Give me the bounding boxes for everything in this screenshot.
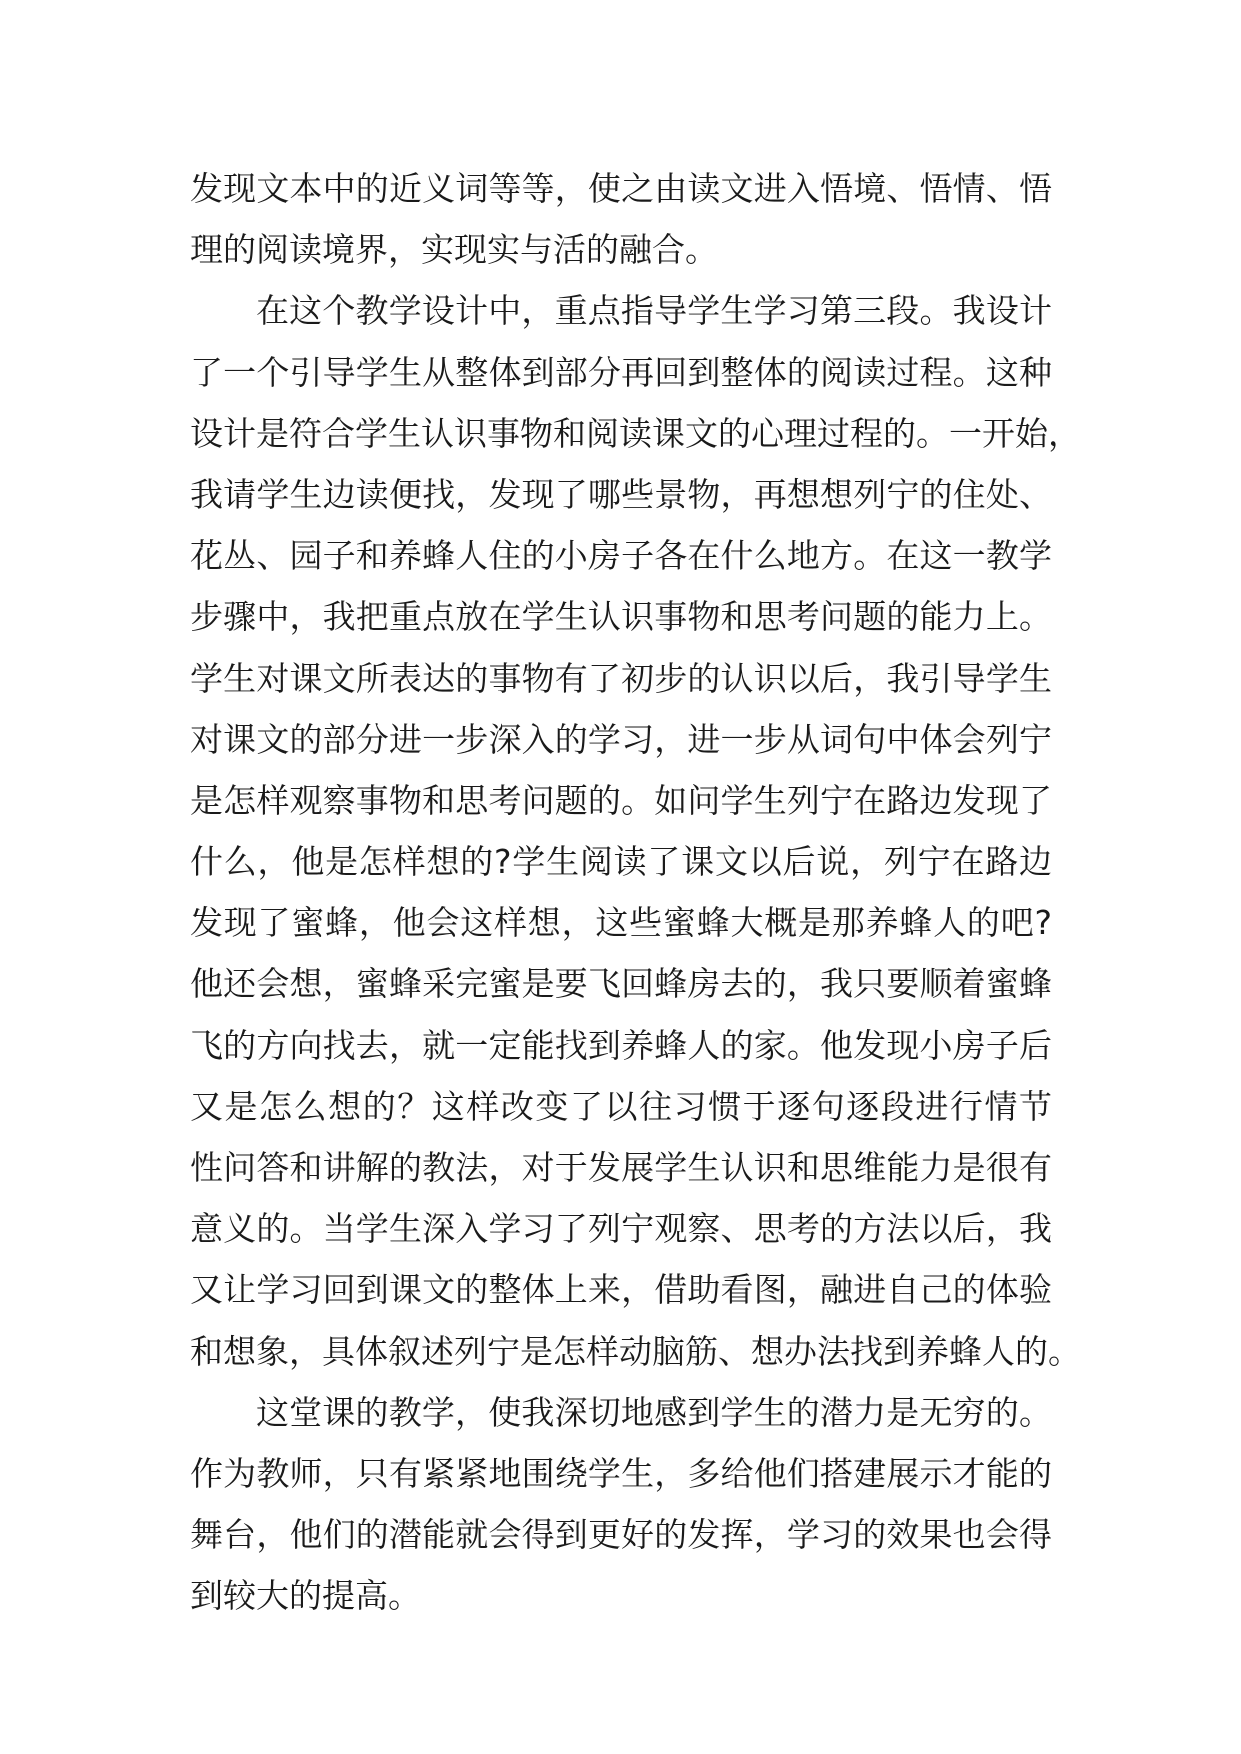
text-line: 理的阅读境界，实现实与活的融合。 [190, 230, 718, 270]
text-line: 对课文的部分进一步深入的学习，进一步从词句中体会列宁 [190, 719, 1052, 759]
paragraph-3 [190, 1382, 1052, 1627]
text-line: 和想象，具体叙述列宁是怎样动脑筋、想办法找到养蜂人的。 [190, 1331, 1081, 1371]
text-line: 设计是符合学生认识事物和阅读课文的心理过程的。一开始， [190, 413, 1081, 453]
text-line: 在这个教学设计中，重点指导学生学习第三段。我设计 [256, 291, 1052, 331]
text-line: 花丛、园子和养蜂人住的小房子各在什么地方。在这一教学 [190, 536, 1052, 576]
text-line: 舞台，他们的潜能就会得到更好的发挥，学习的效果也会得 [190, 1515, 1052, 1555]
text-line: 到较大的提高。 [190, 1576, 421, 1616]
text-line: 什么，他是怎样想的?学生阅读了课文以后说，列宁在路边 [190, 842, 1052, 882]
text-line: 作为教师，只有紧紧地围绕学生，多给他们搭建展示才能的 [190, 1453, 1052, 1493]
paragraph-1 [190, 158, 1052, 280]
document-body [190, 158, 1081, 1627]
text-line: 又让学习回到课文的整体上来，借助看图，融进自己的体验 [190, 1270, 1052, 1310]
text-line: 步骤中，我把重点放在学生认识事物和思考问题的能力上。 [190, 597, 1052, 637]
text-line: 他还会想，蜜蜂采完蜜是要飞回蜂房去的，我只要顺着蜜蜂 [190, 964, 1052, 1004]
text-line: 飞的方向找去，就一定能找到养蜂人的家。他发现小房子后 [190, 1025, 1052, 1065]
text-line: 学生对课文所表达的事物有了初步的认识以后，我引导学生 [190, 658, 1052, 698]
text-line: 性问答和讲解的教法，对于发展学生认识和思维能力是很有 [190, 1148, 1052, 1187]
paragraph-2 [190, 280, 1081, 1381]
text-line: 发现文本中的近义词等等，使之由读文进入悟境、悟情、悟 [190, 169, 1052, 208]
text-line: 又是怎么想的？这样改变了以往习惯于逐句逐段进行情节 [190, 1086, 1052, 1126]
text-line: 我请学生边读便找，发现了哪些景物，再想想列宁的住处、 [190, 474, 1052, 514]
text-line: 这堂课的教学，使我深切地感到学生的潜力是无穷的。 [256, 1392, 1052, 1432]
text-line: 了一个引导学生从整体到部分再回到整体的阅读过程。这种 [190, 352, 1052, 392]
text-line: 发现了蜜蜂，他会这样想，这些蜜蜂大概是那养蜂人的吧? [190, 903, 1052, 943]
text-line: 是怎样观察事物和思考问题的。如问学生列宁在路边发现了 [190, 780, 1052, 820]
text-line: 意义的。当学生深入学习了列宁观察、思考的方法以后，我 [190, 1209, 1052, 1249]
